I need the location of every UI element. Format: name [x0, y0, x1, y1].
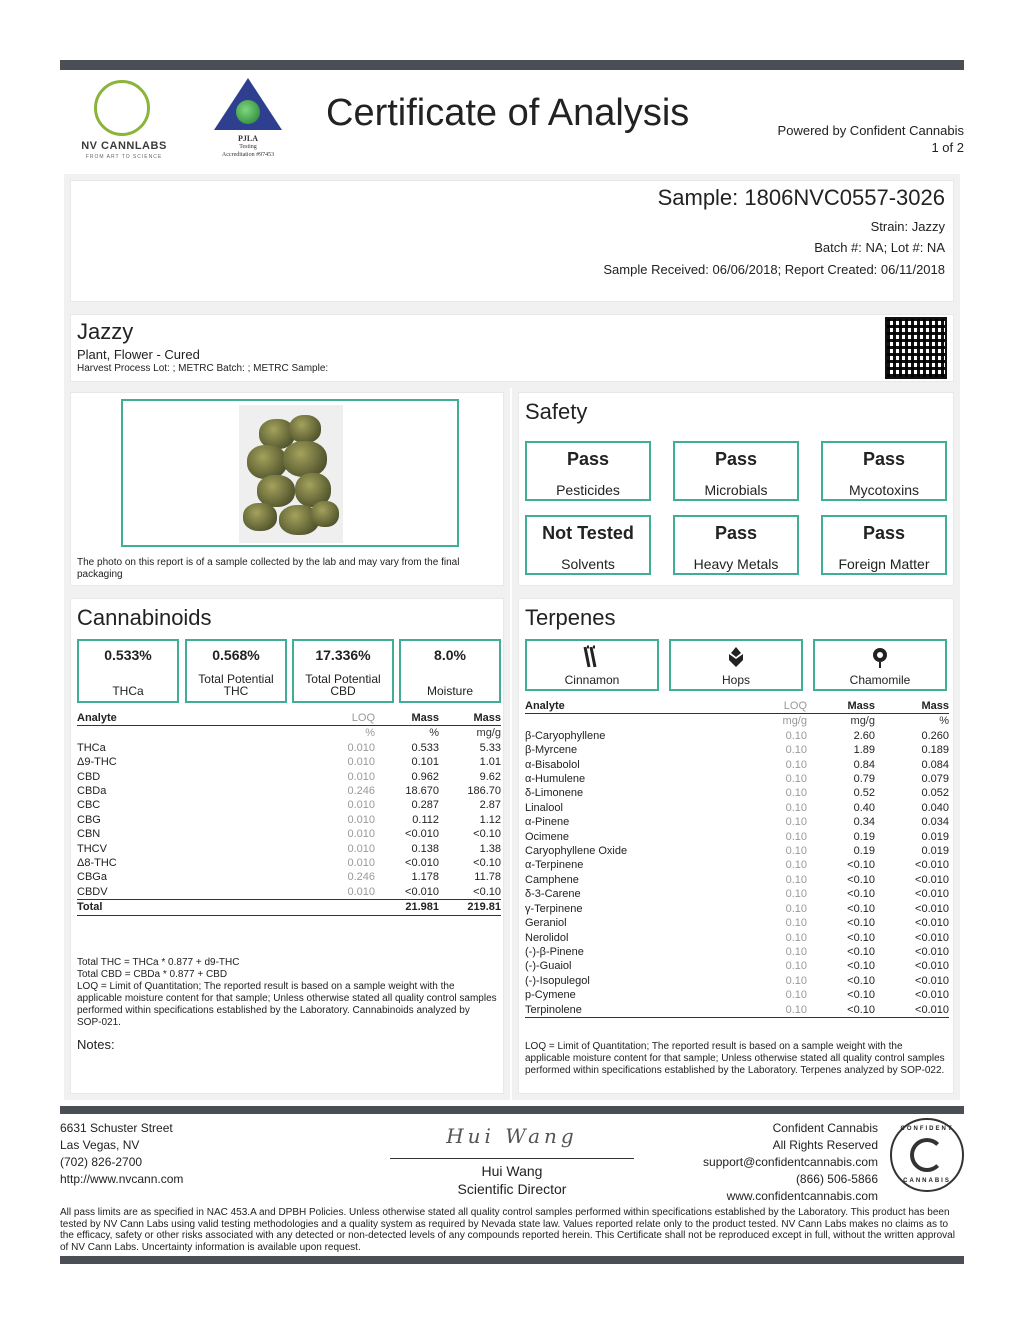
table-row: β-Caryophyllene 0.10 2.60 0.260	[525, 729, 949, 742]
table-total-row: Total 21.981 219.81	[77, 901, 501, 914]
safety-panel	[518, 392, 954, 586]
photo-frame	[121, 399, 459, 547]
sample-strain: Strain: Jazzy	[870, 219, 945, 234]
lab-website-link[interactable]: http://www.nvcann.com	[60, 1172, 184, 1186]
safety-test-heavy-metals: Pass Heavy Metals	[673, 515, 799, 575]
table-row: Δ9-THC 0.010 0.101 1.01	[77, 756, 501, 769]
qr-code[interactable]	[885, 317, 947, 379]
sample-photo	[239, 405, 343, 543]
summary-total-cbd: 17.336% Total Potential CBD	[292, 639, 394, 703]
table-row: δ-3-Carene 0.10 <0.10 <0.010	[525, 888, 949, 901]
table-units-row: % % mg/g	[365, 727, 501, 740]
terpenes-panel	[518, 598, 954, 1094]
table-units-row: mg/g mg/g %	[782, 715, 949, 728]
photo-panel	[70, 392, 504, 586]
terpenes-title: Terpenes	[525, 605, 616, 630]
table-header: Analyte LOQ Mass Mass	[77, 712, 501, 724]
support-email-link[interactable]: support@confidentcannabis.com	[703, 1155, 878, 1169]
company-website-link[interactable]: www.confidentcannabis.com	[726, 1189, 878, 1203]
cinnamon-icon	[527, 645, 657, 674]
table-row: Δ8-THC 0.010 <0.010 <0.10	[77, 857, 501, 870]
lab-logo-text: NV CANNLABS	[81, 140, 167, 152]
table-row: CBN 0.010 <0.010 <0.10	[77, 828, 501, 841]
terpene-profile-hops: Hops	[669, 639, 803, 691]
signer-name: Hui Wang	[481, 1163, 543, 1179]
product-panel	[70, 314, 954, 382]
signature-block	[390, 1118, 634, 1197]
photo-note: The photo on this report is of a sample collected by the lab and may vary from the final packaging	[77, 557, 460, 580]
lab-address: 6631 Schuster Street Las Vegas, NV (702) 826-2700 http://www.nvcann.com	[60, 1121, 184, 1186]
company-info: Confident Cannabis All Rights Reserved support@confidentcannabis.com (866) 506-5866 www.confidentcannabis.com	[703, 1121, 878, 1203]
bottom-bar	[60, 1256, 964, 1264]
pjla-type: Testing	[239, 144, 257, 150]
top-bar	[60, 60, 964, 70]
pjla-number: Accreditation #97453	[221, 152, 275, 158]
table-row: THCV 0.010 0.138 1.38	[77, 842, 501, 855]
sample-id: Sample: 1806NVC0557-3026	[657, 185, 945, 210]
terpenes-footnote: LOQ = Limit of Quantitation; The reported result is based on a sample weight with the applicable moisture content for that sample; Unless otherwise stated all quality control samples performed within specifications established by the Laboratory. Terpenes analyzed by SOP-022.	[525, 1041, 945, 1076]
lab-logo-icon	[94, 80, 150, 136]
table-row: CBDa 0.246 18.670 186.70	[77, 785, 501, 798]
disclaimer: All pass limits are as specified in NAC 453.A and DPBH Policies. Unless otherwise stated all quality control samples performed within specifications established by the Laboratory. This product has been tested by NV Cann Labs using valid testing methodologies and a quality system as required by Nevada state law. Values reported relate only to the product tested. NV Cann Labs makes no claims as to the efficacy, safety or other risks associated with any detected or non-detected levels of any compounds reported herein. This Certificate shall not be reproduced except in full, without the written approval of NV Cann Labs. Uncertainty information is available upon request.	[60, 1207, 955, 1253]
summary-total-thc: 0.568% Total Potential THC	[185, 639, 287, 703]
pjla-name: PJLA	[238, 134, 258, 143]
summary-thca: 0.533% THCa	[77, 639, 179, 703]
page-title: Certificate of Analysis	[326, 92, 690, 134]
table-row: Ocimene 0.10 0.19 0.019	[525, 830, 949, 843]
table-row: p-Cymene 0.10 <0.10 <0.010	[525, 989, 949, 1002]
cannabinoids-table	[77, 711, 501, 916]
table-row: (-)-Isopulegol 0.10 <0.10 <0.010	[525, 974, 949, 987]
sample-dates: Sample Received: 06/06/2018; Report Created: 06/11/2018	[603, 262, 945, 277]
footer-bar	[60, 1106, 964, 1114]
signer-title: Scientific Director	[457, 1181, 567, 1197]
signature: Hui Wang	[446, 1124, 578, 1148]
table-row: THCa 0.010 0.533 5.33	[77, 741, 501, 754]
table-row: α-Pinene 0.10 0.34 0.034	[525, 816, 949, 829]
safety-test-solvents: Not Tested Solvents	[525, 515, 651, 575]
table-row: CBD 0.010 0.962 9.62	[77, 770, 501, 783]
table-row: CBG 0.010 0.112 1.12	[77, 813, 501, 826]
page-number: 1 of 2	[931, 140, 964, 155]
safety-title: Safety	[525, 399, 588, 424]
product-lots: Harvest Process Lot: ; METRC Batch: ; METRC Sample:	[77, 363, 329, 374]
powered-by: Powered by Confident Cannabis	[777, 123, 964, 138]
table-row: CBC 0.010 0.287 2.87	[77, 799, 501, 812]
cc-logo-icon	[910, 1138, 944, 1172]
table-row: Geraniol 0.10 <0.10 <0.010	[525, 917, 949, 930]
table-row: Nerolidol 0.10 <0.10 <0.010	[525, 931, 949, 944]
table-row: β-Myrcene 0.10 1.89 0.189	[525, 744, 949, 757]
header	[60, 70, 964, 170]
table-row: Linalool 0.10 0.40 0.040	[525, 801, 949, 814]
table-row: Camphene 0.10 <0.10 <0.010	[525, 873, 949, 886]
safety-test-foreign-matter: Pass Foreign Matter	[821, 515, 947, 575]
nv-cann-labs-logo	[64, 76, 176, 164]
cannabinoids-title: Cannabinoids	[77, 605, 212, 630]
chamomile-icon	[815, 645, 945, 674]
product-name: Jazzy	[77, 319, 134, 344]
pjla-globe-icon	[236, 100, 260, 124]
product-type: Plant, Flower - Cured	[77, 347, 200, 362]
safety-test-pesticides: Pass Pesticides	[525, 441, 651, 501]
table-row: Caryophyllene Oxide 0.10 0.19 0.019	[525, 845, 949, 858]
table-row: Terpinolene 0.10 <0.10 <0.010	[525, 1003, 949, 1016]
table-row: δ-Limonene 0.10 0.52 0.052	[525, 787, 949, 800]
table-row: α-Terpinene 0.10 <0.10 <0.010	[525, 859, 949, 872]
safety-test-mycotoxins: Pass Mycotoxins	[821, 441, 947, 501]
sample-info-panel	[70, 180, 954, 302]
table-row: (-)-β-Pinene 0.10 <0.10 <0.010	[525, 945, 949, 958]
terpene-profile-cinnamon: Cinnamon	[525, 639, 659, 691]
sample-batch: Batch #: NA; Lot #: NA	[814, 240, 945, 255]
cannabinoids-footnote: Total THC = THCa * 0.877 + d9-THC Total CBD = CBDa * 0.877 + CBD LOQ = Limit of Quantitation; The reported result is based on a sample weight with the applicable moisture content for that sample; Unless otherwise stated all quality control samples performed within specifications established by the Laboratory. Cannabinoids analyzed by SOP-021.	[77, 957, 497, 1028]
terpenes-table	[525, 699, 949, 1018]
safety-test-microbials: Pass Microbials	[673, 441, 799, 501]
table-row: (-)-Guaiol 0.10 <0.10 <0.010	[525, 960, 949, 973]
summary-moisture: 8.0% Moisture	[399, 639, 501, 703]
table-row: γ-Terpinene 0.10 <0.10 <0.010	[525, 902, 949, 915]
table-row: CBGa 0.246 1.178 11.78	[77, 871, 501, 884]
table-header: Analyte LOQ Mass Mass	[525, 700, 949, 712]
table-row: CBDV 0.010 <0.010 <0.10	[77, 885, 501, 898]
table-row: α-Humulene 0.10 0.79 0.079	[525, 773, 949, 786]
notes-label: Notes:	[77, 1037, 115, 1052]
confident-cannabis-logo: CONFIDENT CANNABIS	[890, 1118, 964, 1192]
pjla-accreditation-logo	[210, 78, 286, 164]
cannabinoids-panel	[70, 598, 504, 1094]
signature-line	[390, 1158, 634, 1159]
table-row: α-Bisabolol 0.10 0.84 0.084	[525, 758, 949, 771]
hops-icon	[671, 645, 801, 674]
lab-logo-tagline: FROM ART TO SCIENCE	[85, 154, 163, 160]
terpene-profile-chamomile: Chamomile	[813, 639, 947, 691]
